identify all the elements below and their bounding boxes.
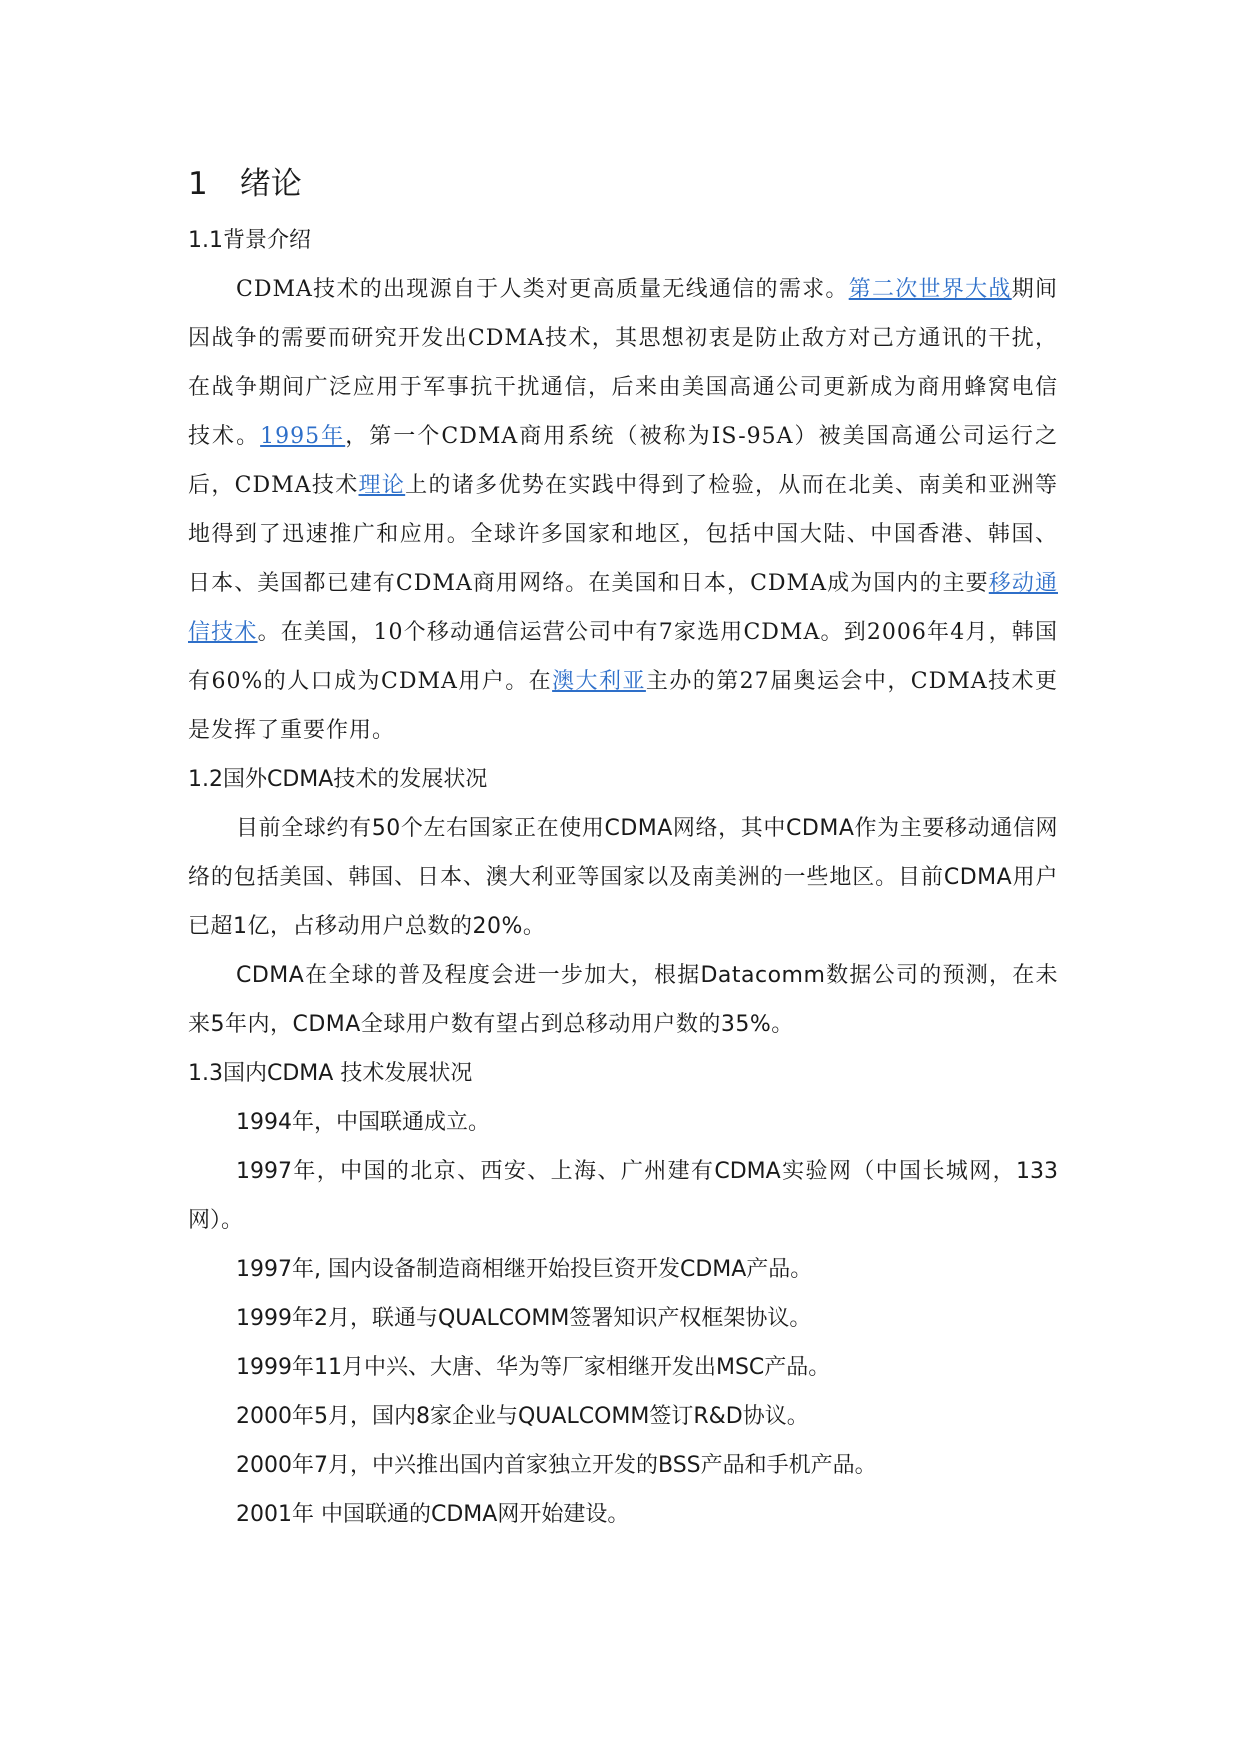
document-body	[188, 152, 1058, 1539]
paragraph-text: 上的诸多优势在实践中得到了检验，从而在北美、南美和亚洲等地得到了迅速推广和应用。全球许多国家和地区，包括中国大陆、中国香港、韩国、日本、美国都已建有CDMA商用网络。在美国和日本，CDMA成为国内的主要	[188, 473, 1058, 596]
paragraph-text: ，第一个CDMA商用系统（被称为IS-95A）被美国高通公司运行之后，CDMA技术	[188, 424, 1058, 498]
timeline-item-1994: 1994年，中国联通成立。	[236, 1110, 490, 1135]
section-heading-1-3: 1.3国内CDMA 技术发展状况	[188, 1061, 473, 1086]
timeline-item-2000-may: 2000年5月，国内8家企业与QUALCOMM签订R&D协议。	[236, 1404, 809, 1429]
section-heading-1-2: 1.2国外CDMA技术的发展状况	[188, 767, 488, 792]
section-heading-1-1: 1.1背景介绍	[188, 228, 311, 253]
chapter-number: 1	[188, 166, 208, 202]
timeline-item-2000-jul: 2000年7月，中兴推出国内首家独立开发的BSS产品和手机产品。	[236, 1453, 877, 1478]
timeline-item-1999-nov: 1999年11月中兴、大唐、华为等厂家相继开发出MSC产品。	[236, 1355, 831, 1380]
paragraph-text: 期间因战争的需要而研究开发出CDMA技术，其思想初衷是防止敌方对己方通讯的干扰，在战争期间广泛应用于军事抗干扰通信，后来由美国高通公司更新成为商用蜂窝电信技术。	[188, 277, 1058, 449]
overseas-status-paragraph-2: CDMA在全球的普及程度会进一步加大，根据Datacomm数据公司的预测，在未来5年内，CDMA全球用户数有望占到总移动用户数的35%。	[188, 963, 1058, 1037]
background-paragraph	[188, 265, 1058, 755]
timeline-item-2001: 2001年 中国联通的CDMA网开始建设。	[236, 1502, 630, 1527]
paragraph-text: 。在美国，10个移动通信运营公司中有7家选用CDMA。到2006年4月，韩国有60%的人口成为CDMA用户。在	[188, 620, 1058, 694]
timeline-item-1997-equipment: 1997年, 国内设备制造商相继开始投巨资开发CDMA产品。	[236, 1257, 813, 1282]
chapter-title: 绪论	[239, 166, 302, 202]
hyperlink[interactable]: 理论	[358, 473, 406, 498]
hyperlink[interactable]: 澳大利亚	[552, 669, 646, 694]
hyperlink[interactable]: 移动通信技术	[188, 571, 1058, 645]
chapter-heading	[188, 166, 1058, 202]
hyperlink[interactable]: 1995年	[260, 424, 346, 449]
timeline-item-1997-network: 1997年，中国的北京、西安、上海、广州建有CDMA实验网（中国长城网，133网）。	[188, 1159, 1058, 1233]
hyperlink[interactable]: 第二次世界大战	[848, 277, 1012, 302]
overseas-status-paragraph-1: 目前全球约有50个左右国家正在使用CDMA网络，其中CDMA作为主要移动通信网络的包括美国、韩国、日本、澳大利亚等国家以及南美洲的一些地区。目前CDMA用户已超1亿，占移动用户总数的20%。	[188, 816, 1058, 939]
timeline-item-1999-feb: 1999年2月，联通与QUALCOMM签署知识产权框架协议。	[236, 1306, 812, 1331]
paragraph-text: CDMA技术的出现源自于人类对更高质量无线通信的需求。	[236, 277, 849, 302]
paragraph-text: 主办的第27届奥运会中，CDMA技术更是发挥了重要作用。	[188, 669, 1058, 743]
